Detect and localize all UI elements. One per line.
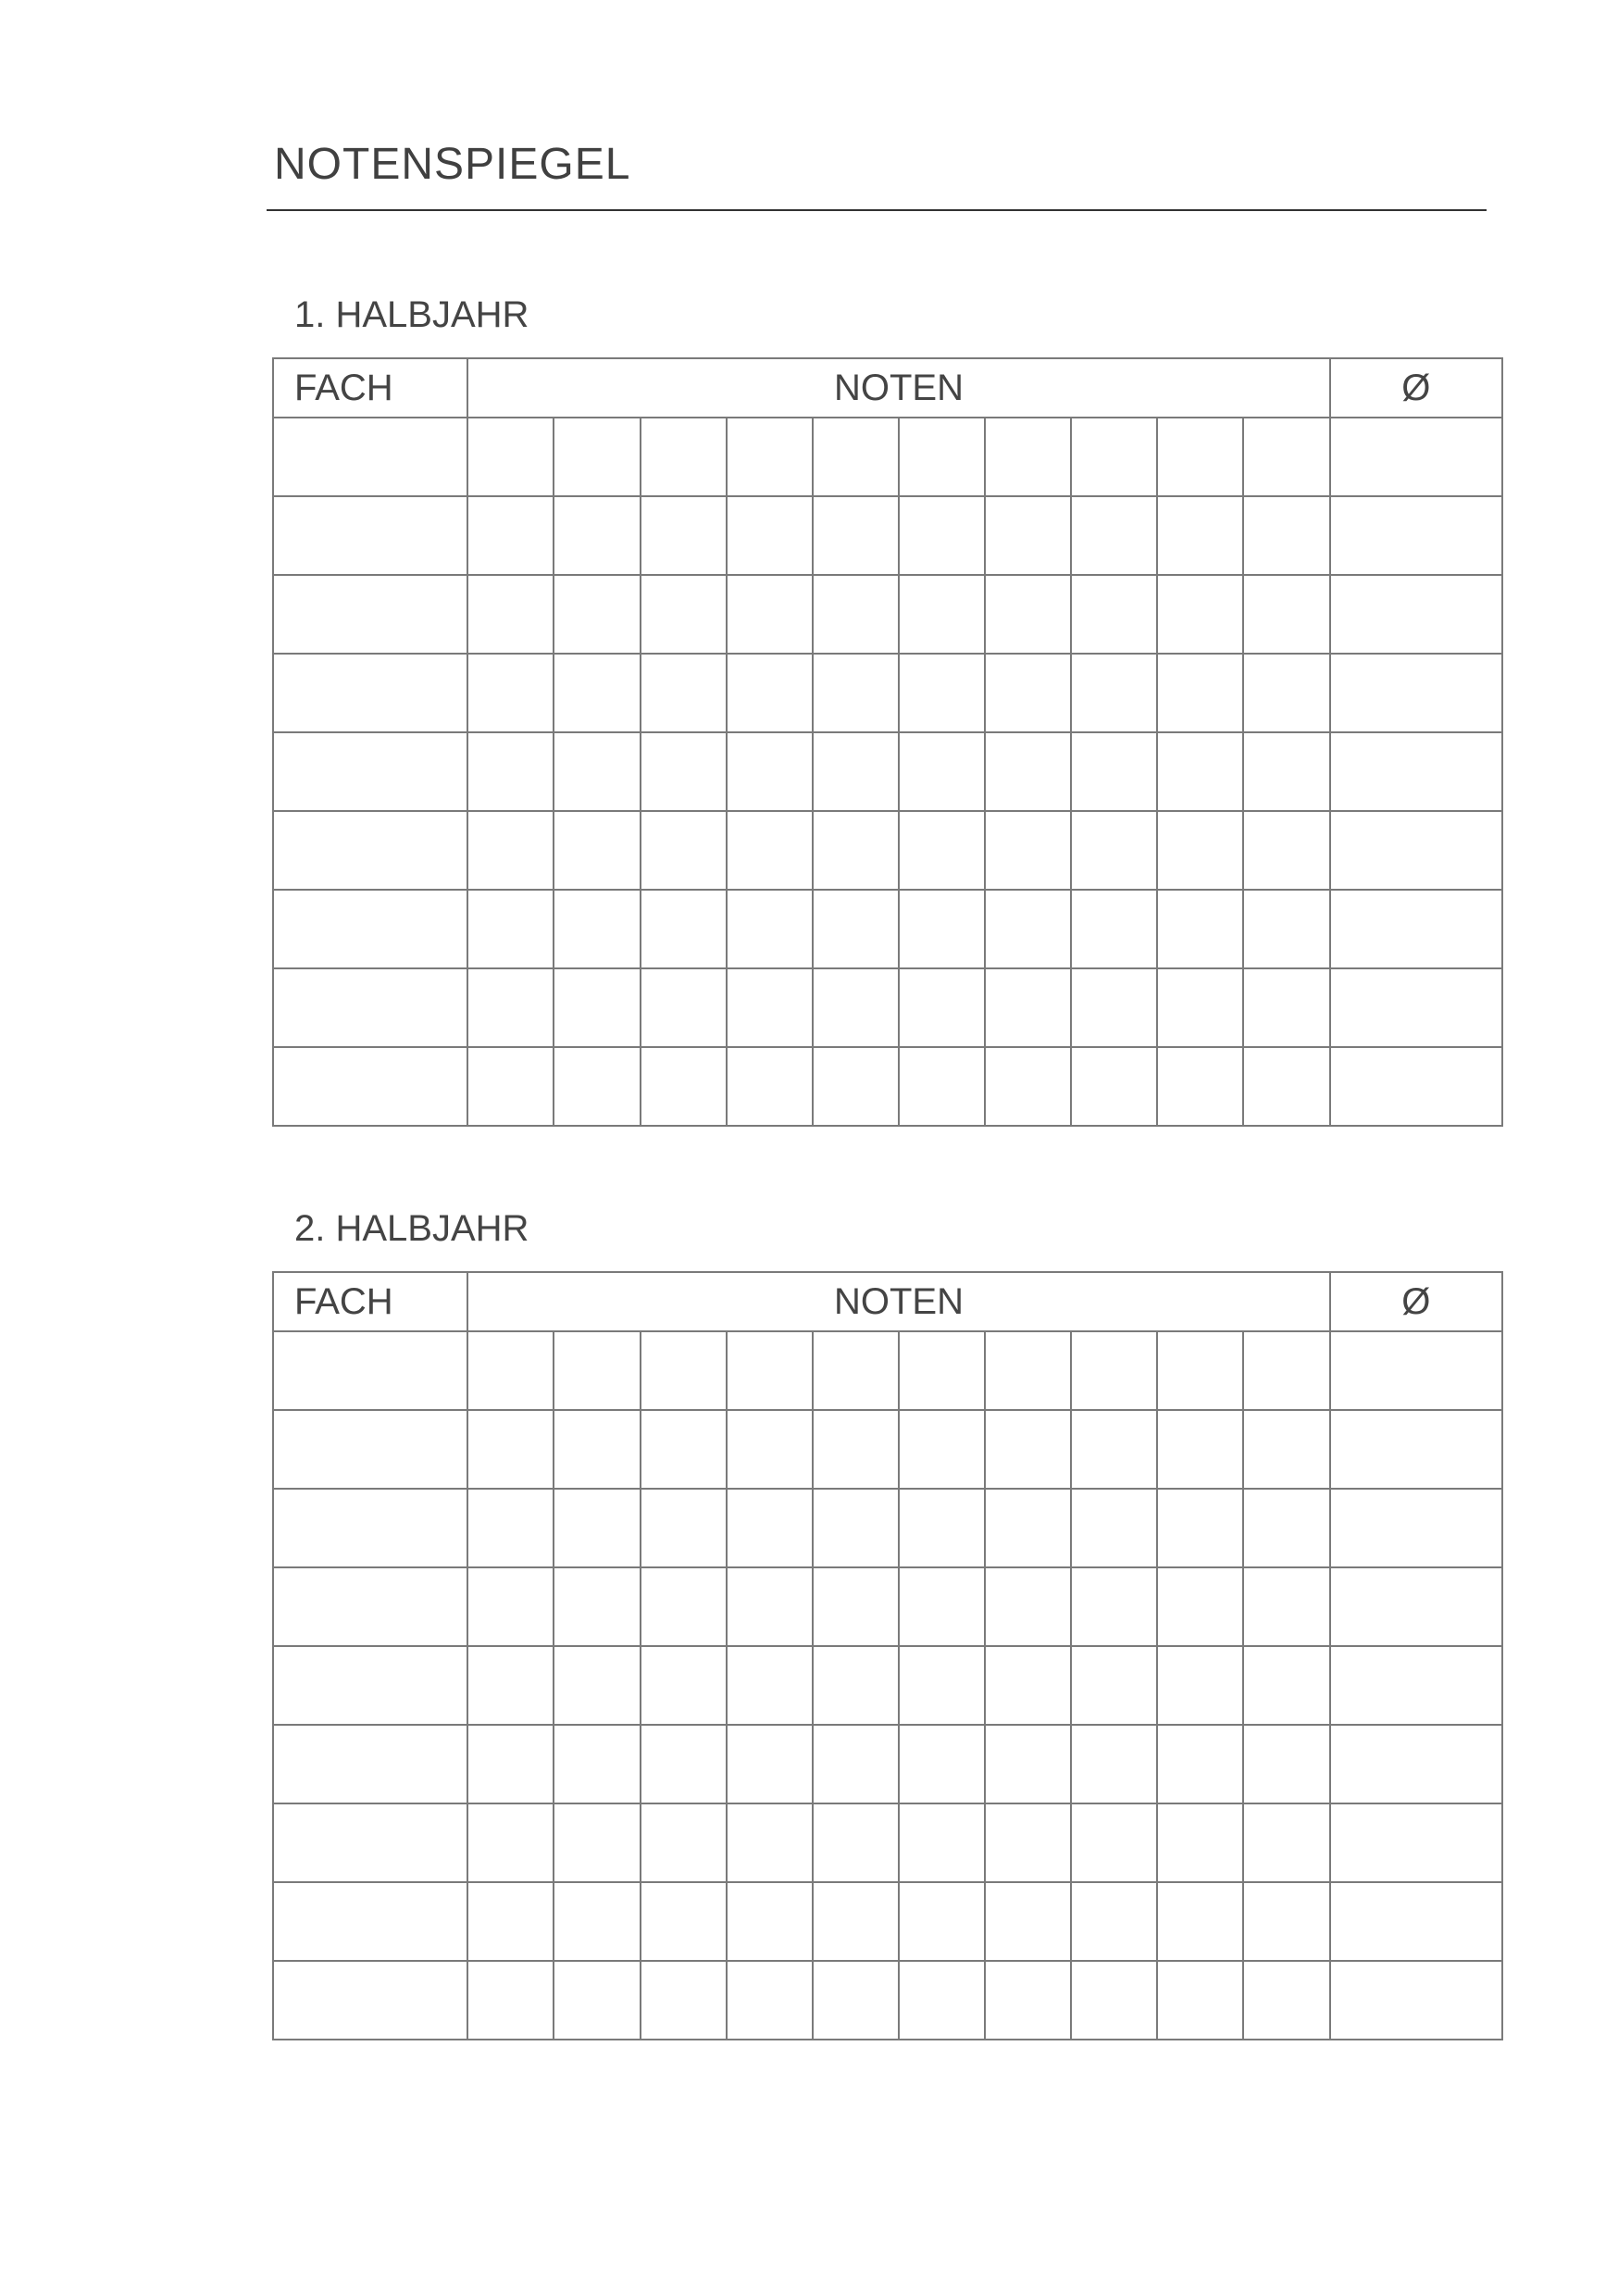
grade-cell (554, 1047, 640, 1126)
grade-cell (899, 1803, 985, 1882)
average-cell (1330, 1882, 1502, 1961)
grade-cell (985, 1961, 1071, 2040)
grade-cell (467, 1567, 554, 1646)
table-header-row (273, 1272, 1502, 1331)
average-cell (1330, 1725, 1502, 1803)
grade-cell (1071, 1961, 1157, 2040)
grade-cell (985, 1567, 1071, 1646)
grade-cell (467, 1646, 554, 1725)
grade-cell (1157, 1489, 1243, 1567)
grade-cell (1157, 811, 1243, 890)
grade-cell (727, 1047, 813, 1126)
grade-cell (554, 1567, 640, 1646)
grade-cell (1243, 968, 1329, 1047)
grade-cell (1243, 1961, 1329, 2040)
grade-cell (727, 1725, 813, 1803)
grade-cell (1243, 496, 1329, 575)
grade-cell (641, 418, 727, 496)
grade-cell (1157, 890, 1243, 968)
grade-cell (813, 1803, 899, 1882)
grade-cell (985, 1725, 1071, 1803)
grade-cell (641, 1489, 727, 1567)
subject-cell (273, 1047, 467, 1126)
subject-cell (273, 1567, 467, 1646)
table-row (273, 654, 1502, 732)
grade-cell (1243, 1725, 1329, 1803)
average-cell (1330, 654, 1502, 732)
grade-cell (813, 1489, 899, 1567)
grade-cell (899, 575, 985, 654)
grade-cell (1157, 1646, 1243, 1725)
grade-cell (554, 1961, 640, 2040)
grade-cell (1157, 418, 1243, 496)
grade-cell (554, 1410, 640, 1489)
average-cell (1330, 1646, 1502, 1725)
grade-cell (641, 1567, 727, 1646)
average-cell (1330, 1047, 1502, 1126)
grade-cell (899, 418, 985, 496)
grade-cell (985, 654, 1071, 732)
grade-cell (985, 1489, 1071, 1567)
grades-column-header: NOTEN (467, 358, 1329, 418)
grade-cell (1243, 1331, 1329, 1410)
table-row (273, 968, 1502, 1047)
grade-cell (985, 1410, 1071, 1489)
average-cell (1330, 1331, 1502, 1410)
grade-cell (1071, 890, 1157, 968)
grade-cell (1071, 1331, 1157, 1410)
subject-cell (273, 1331, 467, 1410)
grade-cell (641, 496, 727, 575)
grade-cell (985, 575, 1071, 654)
grade-cell (727, 732, 813, 811)
grade-cell (1157, 1331, 1243, 1410)
grade-cell (727, 1410, 813, 1489)
grade-cell (641, 1410, 727, 1489)
grade-cell (1243, 418, 1329, 496)
grade-table-first-half (272, 357, 1503, 1127)
grade-cell (1243, 890, 1329, 968)
grade-cell (1071, 1803, 1157, 1882)
grade-cell (1157, 496, 1243, 575)
grade-cell (813, 1410, 899, 1489)
grade-cell (899, 968, 985, 1047)
table-row (273, 1410, 1502, 1489)
subject-cell (273, 1489, 467, 1567)
grade-cell (985, 732, 1071, 811)
grade-cell (985, 1047, 1071, 1126)
average-cell (1330, 968, 1502, 1047)
grade-cell (641, 1646, 727, 1725)
grade-cell (985, 890, 1071, 968)
grade-cell (467, 1331, 554, 1410)
grade-cell (1243, 1489, 1329, 1567)
grade-cell (1243, 1047, 1329, 1126)
grade-cell (1157, 1725, 1243, 1803)
table-row (273, 1961, 1502, 2040)
grade-cell (641, 732, 727, 811)
grade-cell (899, 1567, 985, 1646)
grade-cell (1071, 1410, 1157, 1489)
average-cell (1330, 890, 1502, 968)
table-header-row (273, 358, 1502, 418)
grade-cell (727, 1803, 813, 1882)
average-cell (1330, 1803, 1502, 1882)
grade-cell (641, 1882, 727, 1961)
grade-cell (985, 1882, 1071, 1961)
grade-cell (985, 1331, 1071, 1410)
grade-cell (1157, 1410, 1243, 1489)
grade-cell (467, 654, 554, 732)
grade-cell (813, 890, 899, 968)
average-cell (1330, 1410, 1502, 1489)
average-column-header: Ø (1330, 358, 1502, 418)
title-underline (267, 209, 1487, 211)
grade-cell (554, 654, 640, 732)
subject-column-header: FACH (273, 1272, 467, 1331)
grade-cell (554, 1882, 640, 1961)
grade-cell (1157, 654, 1243, 732)
grade-cell (813, 968, 899, 1047)
grade-cell (1071, 575, 1157, 654)
grade-cell (1157, 732, 1243, 811)
grade-cell (899, 654, 985, 732)
subject-cell (273, 1725, 467, 1803)
table-row (273, 1646, 1502, 1725)
grade-cell (813, 654, 899, 732)
grade-cell (554, 575, 640, 654)
grade-cell (727, 654, 813, 732)
grade-cell (1243, 1882, 1329, 1961)
grade-cell (1157, 1047, 1243, 1126)
subject-cell (273, 968, 467, 1047)
grade-cell (467, 1489, 554, 1567)
grade-cell (1071, 1646, 1157, 1725)
grade-cell (1071, 418, 1157, 496)
grade-cell (813, 1725, 899, 1803)
grade-cell (899, 811, 985, 890)
grade-cell (813, 1646, 899, 1725)
table-row (273, 1489, 1502, 1567)
subject-cell (273, 1646, 467, 1725)
table-row (273, 1725, 1502, 1803)
grade-cell (641, 1803, 727, 1882)
subject-cell (273, 890, 467, 968)
subject-cell (273, 575, 467, 654)
grade-cell (554, 890, 640, 968)
grade-cell (1071, 1567, 1157, 1646)
grade-cell (467, 575, 554, 654)
grade-cell (727, 811, 813, 890)
grade-cell (727, 1331, 813, 1410)
grade-cell (1071, 732, 1157, 811)
grade-cell (467, 968, 554, 1047)
grade-cell (1243, 654, 1329, 732)
grade-cell (1071, 496, 1157, 575)
subject-cell (273, 1803, 467, 1882)
grade-cell (554, 418, 640, 496)
grade-cell (1071, 654, 1157, 732)
grade-cell (1071, 1882, 1157, 1961)
grade-cell (467, 1410, 554, 1489)
grade-cell (554, 1331, 640, 1410)
subject-cell (273, 732, 467, 811)
section-heading-1: 1. HALBJAHR (294, 294, 529, 335)
table-row (273, 418, 1502, 496)
grade-cell (1071, 1047, 1157, 1126)
grade-cell (899, 1646, 985, 1725)
average-cell (1330, 732, 1502, 811)
table-row (273, 1803, 1502, 1882)
grade-cell (899, 1725, 985, 1803)
grade-cell (467, 496, 554, 575)
average-cell (1330, 1961, 1502, 2040)
subject-cell (273, 1961, 467, 2040)
grade-cell (899, 1047, 985, 1126)
grade-cell (641, 890, 727, 968)
subject-cell (273, 1410, 467, 1489)
grade-cell (727, 418, 813, 496)
grade-cell (641, 1047, 727, 1126)
subject-column-header: FACH (273, 358, 467, 418)
table-row (273, 496, 1502, 575)
grade-cell (985, 811, 1071, 890)
grade-cell (554, 1725, 640, 1803)
grade-cell (641, 1961, 727, 2040)
grade-cell (899, 1882, 985, 1961)
grade-cell (1157, 1961, 1243, 2040)
grade-cell (813, 1047, 899, 1126)
grade-cell (1157, 1567, 1243, 1646)
subject-cell (273, 496, 467, 575)
grade-cell (1071, 968, 1157, 1047)
grade-cell (899, 496, 985, 575)
table-row (273, 1331, 1502, 1410)
grade-cell (813, 1961, 899, 2040)
table-row (273, 1882, 1502, 1961)
grade-cell (1071, 1725, 1157, 1803)
grade-cell (1071, 811, 1157, 890)
grade-cell (1157, 1803, 1243, 1882)
grade-cell (727, 1489, 813, 1567)
grade-cell (1243, 1803, 1329, 1882)
grade-cell (813, 575, 899, 654)
grade-cell (813, 418, 899, 496)
average-cell (1330, 811, 1502, 890)
page-title: NOTENSPIEGEL (274, 140, 631, 189)
grade-cell (813, 732, 899, 811)
grade-cell (467, 732, 554, 811)
grade-cell (467, 811, 554, 890)
grade-cell (1243, 732, 1329, 811)
grade-cell (985, 968, 1071, 1047)
grade-cell (813, 1882, 899, 1961)
table-row (273, 811, 1502, 890)
grade-cell (554, 811, 640, 890)
table-row (273, 732, 1502, 811)
grade-cell (899, 1331, 985, 1410)
subject-cell (273, 654, 467, 732)
grade-cell (1243, 575, 1329, 654)
average-column-header: Ø (1330, 1272, 1502, 1331)
grades-column-header: NOTEN (467, 1272, 1329, 1331)
grade-cell (985, 418, 1071, 496)
section-heading-2: 2. HALBJAHR (294, 1208, 529, 1249)
subject-cell (273, 418, 467, 496)
grade-cell (554, 968, 640, 1047)
subject-cell (273, 811, 467, 890)
grade-cell (899, 890, 985, 968)
grade-cell (554, 1803, 640, 1882)
average-cell (1330, 1489, 1502, 1567)
grade-cell (985, 496, 1071, 575)
grade-cell (813, 1567, 899, 1646)
average-cell (1330, 496, 1502, 575)
grade-cell (641, 811, 727, 890)
grade-cell (899, 732, 985, 811)
grade-cell (1157, 1882, 1243, 1961)
grade-cell (1071, 1489, 1157, 1567)
subject-cell (273, 1882, 467, 1961)
grade-cell (727, 1961, 813, 2040)
grade-cell (899, 1961, 985, 2040)
grade-cell (727, 575, 813, 654)
grade-cell (641, 1331, 727, 1410)
grade-cell (641, 654, 727, 732)
grade-cell (467, 890, 554, 968)
table-row (273, 575, 1502, 654)
grade-cell (727, 890, 813, 968)
grade-cell (727, 1646, 813, 1725)
grade-cell (467, 1803, 554, 1882)
grade-cell (1243, 811, 1329, 890)
grade-cell (467, 1725, 554, 1803)
grade-cell (554, 732, 640, 811)
grade-cell (1157, 575, 1243, 654)
grade-cell (985, 1803, 1071, 1882)
grade-cell (813, 496, 899, 575)
grade-cell (727, 496, 813, 575)
grade-cell (1157, 968, 1243, 1047)
grade-cell (985, 1646, 1071, 1725)
grade-cell (641, 1725, 727, 1803)
grade-cell (899, 1410, 985, 1489)
grade-cell (1243, 1567, 1329, 1646)
grade-cell (1243, 1410, 1329, 1489)
grade-cell (813, 811, 899, 890)
table-row (273, 890, 1502, 968)
table-row (273, 1047, 1502, 1126)
average-cell (1330, 418, 1502, 496)
grade-cell (727, 968, 813, 1047)
grade-cell (641, 968, 727, 1047)
grade-cell (641, 575, 727, 654)
grade-cell (1243, 1646, 1329, 1725)
average-cell (1330, 1567, 1502, 1646)
grade-cell (467, 418, 554, 496)
grade-cell (554, 1489, 640, 1567)
grade-cell (467, 1047, 554, 1126)
grade-cell (899, 1489, 985, 1567)
grade-cell (813, 1331, 899, 1410)
grade-cell (554, 496, 640, 575)
average-cell (1330, 575, 1502, 654)
table-row (273, 1567, 1502, 1646)
grade-table-second-half (272, 1271, 1503, 2040)
grade-cell (727, 1882, 813, 1961)
grade-cell (467, 1882, 554, 1961)
grade-cell (467, 1961, 554, 2040)
grade-cell (554, 1646, 640, 1725)
grade-cell (727, 1567, 813, 1646)
